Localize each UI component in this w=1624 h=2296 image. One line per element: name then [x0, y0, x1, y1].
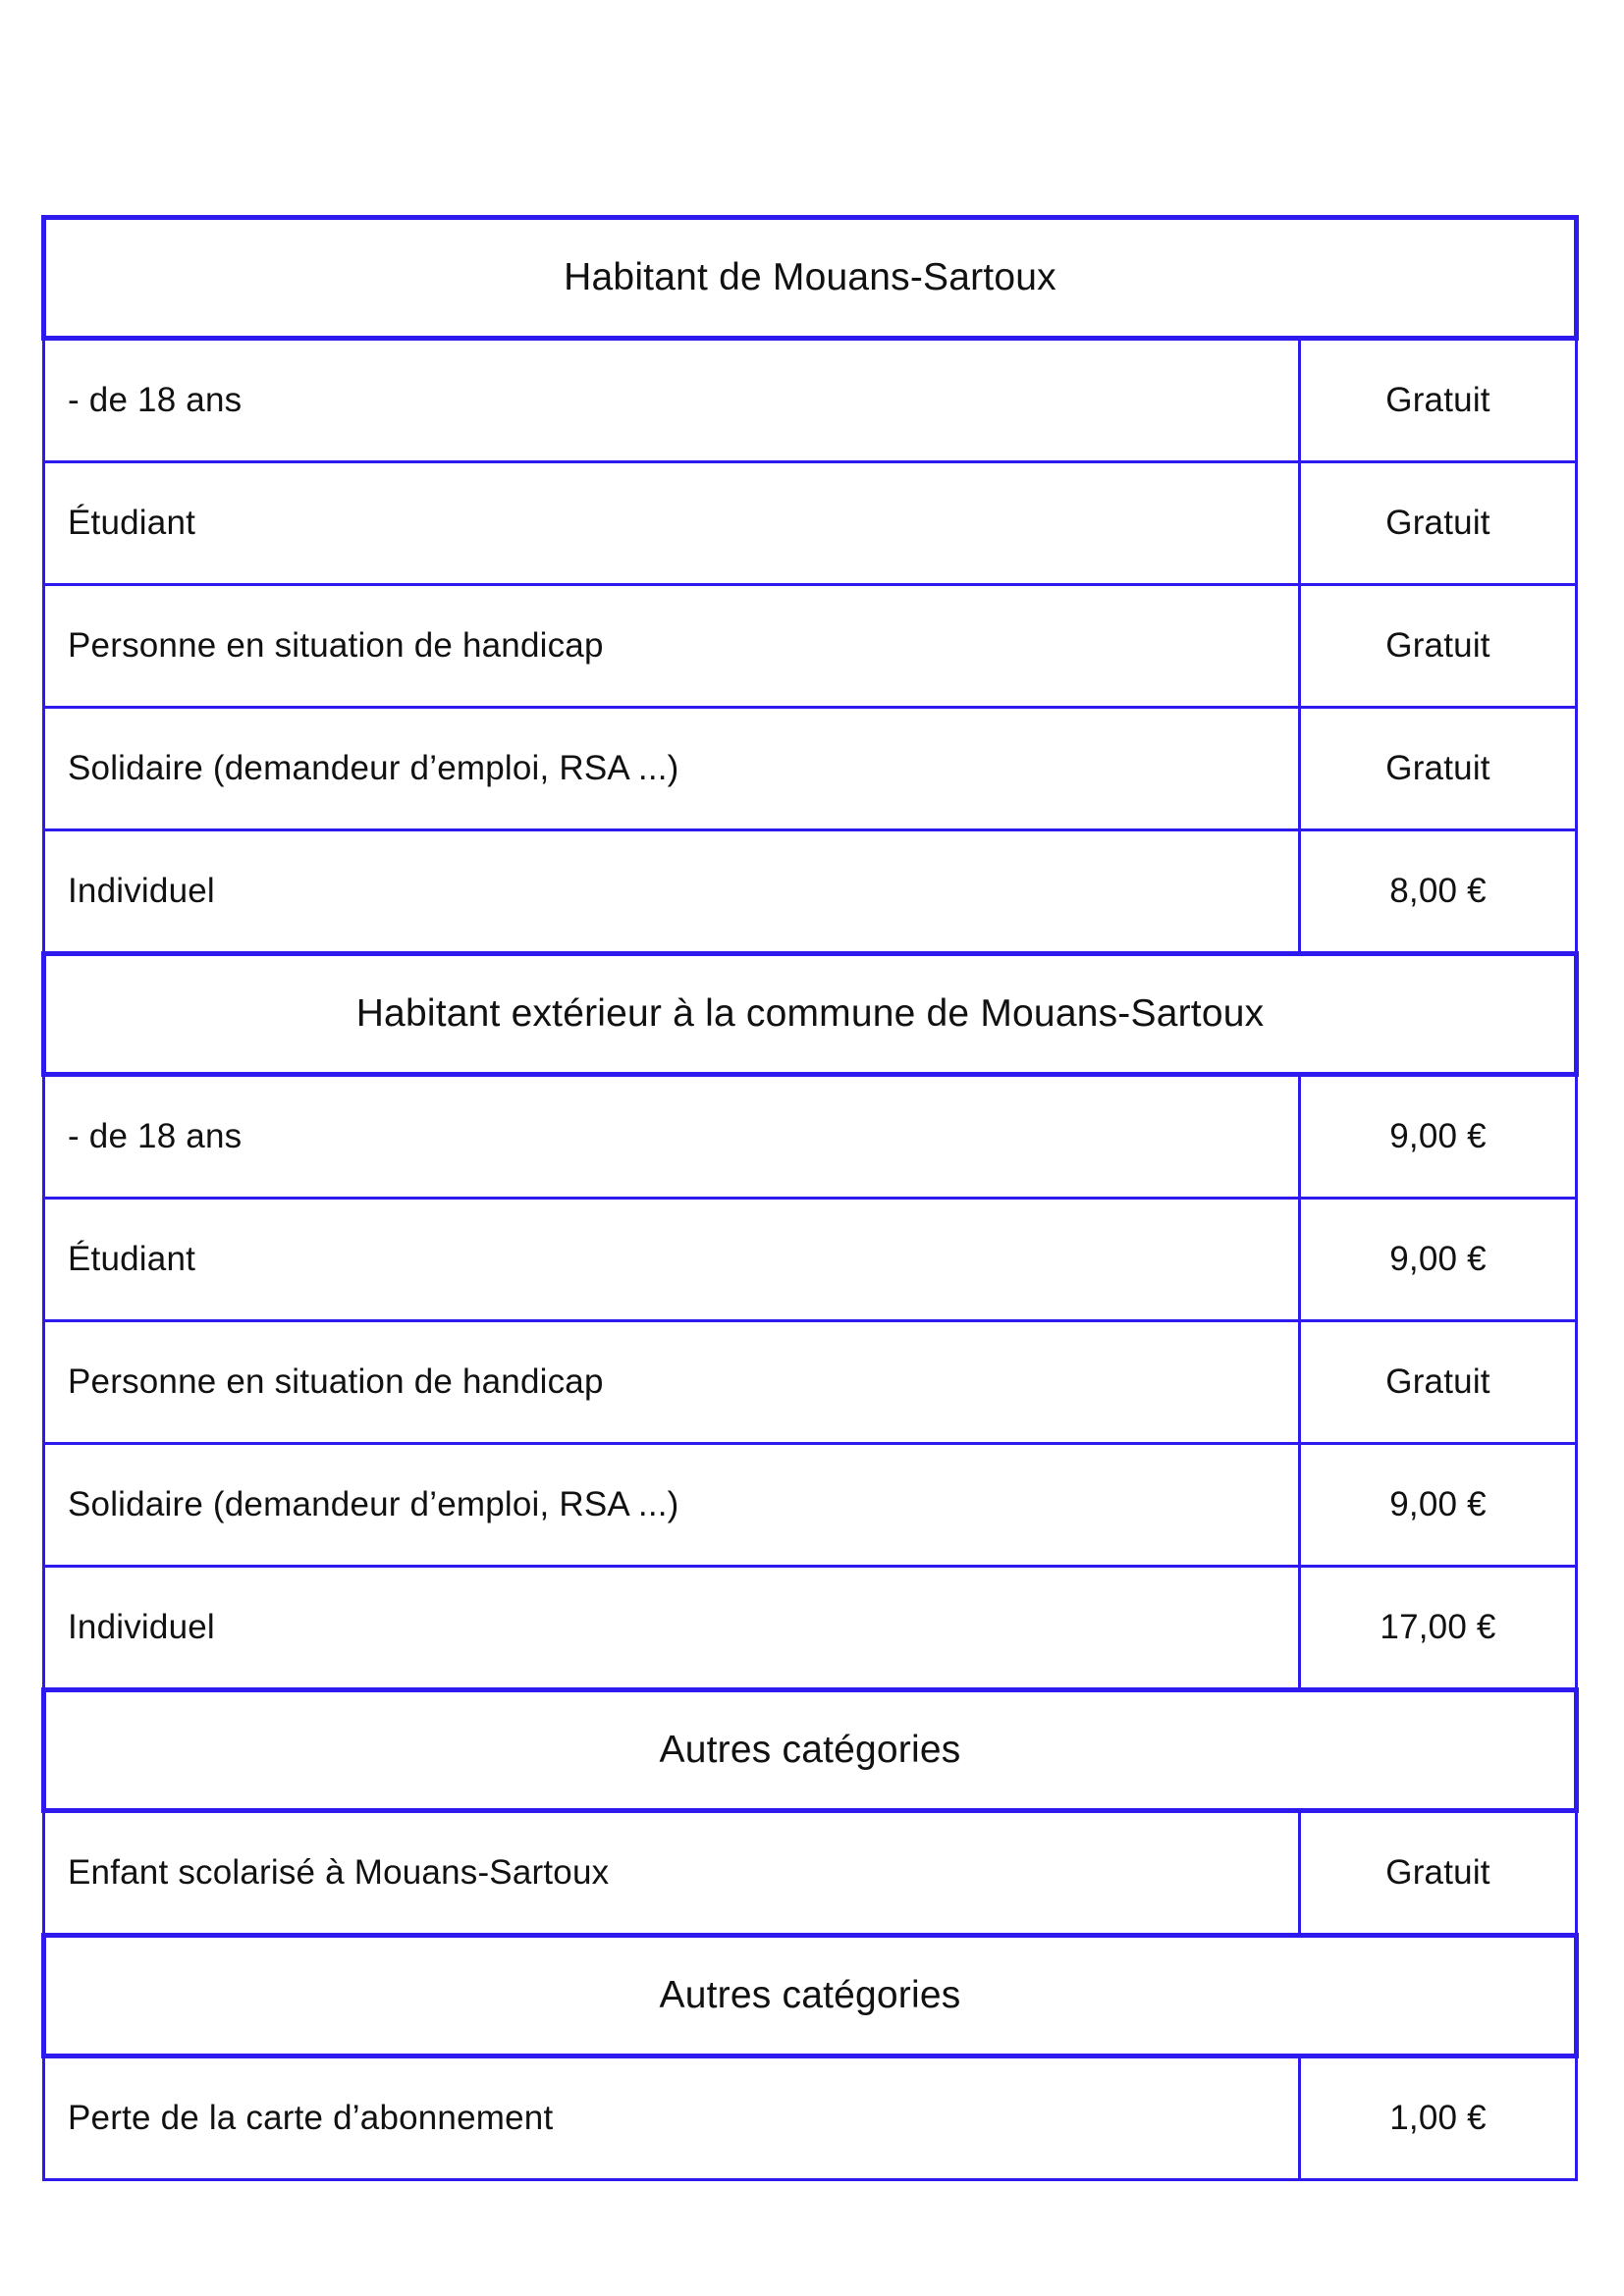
table-row	[44, 1811, 1577, 1936]
section-header-other-categories-2	[44, 1936, 1577, 2056]
table-row	[44, 462, 1577, 585]
row-label: Solidaire (demandeur d’emploi, RSA ...)	[44, 1444, 1300, 1567]
table-row	[44, 1075, 1577, 1199]
section-title: Autres catégories	[44, 1936, 1577, 2056]
row-label: Individuel	[44, 1567, 1300, 1690]
row-price: 1,00 €	[1300, 2056, 1577, 2180]
row-label: Perte de la carte d’abonnement	[44, 2056, 1300, 2180]
table-row	[44, 1321, 1577, 1444]
row-price: 17,00 €	[1300, 1567, 1577, 1690]
section-header-other-categories	[44, 1690, 1577, 1811]
row-price: Gratuit	[1300, 462, 1577, 585]
row-label: Personne en situation de handicap	[44, 1321, 1300, 1444]
section-title: Autres catégories	[44, 1690, 1577, 1811]
row-price: Gratuit	[1300, 585, 1577, 708]
row-price: 8,00 €	[1300, 830, 1577, 954]
section-header-non-residents	[44, 954, 1577, 1075]
row-price: 9,00 €	[1300, 1199, 1577, 1321]
row-label: Étudiant	[44, 462, 1300, 585]
row-label: Étudiant	[44, 1199, 1300, 1321]
table-row	[44, 1567, 1577, 1690]
row-label: Personne en situation de handicap	[44, 585, 1300, 708]
row-price: Gratuit	[1300, 708, 1577, 830]
table-row	[44, 2056, 1577, 2180]
row-price: Gratuit	[1300, 1321, 1577, 1444]
row-label: Individuel	[44, 830, 1300, 954]
row-label: Solidaire (demandeur d’emploi, RSA ...)	[44, 708, 1300, 830]
section-title: Habitant extérieur à la commune de Mouans-Sartoux	[44, 954, 1577, 1075]
table-row	[44, 708, 1577, 830]
pricing-table	[41, 215, 1579, 2181]
row-price: 9,00 €	[1300, 1075, 1577, 1199]
row-label: - de 18 ans	[44, 339, 1300, 462]
table-row	[44, 1199, 1577, 1321]
row-price: 9,00 €	[1300, 1444, 1577, 1567]
table-row	[44, 585, 1577, 708]
row-price: Gratuit	[1300, 339, 1577, 462]
table-row	[44, 830, 1577, 954]
row-label: - de 18 ans	[44, 1075, 1300, 1199]
section-header-residents	[44, 218, 1577, 339]
row-label: Enfant scolarisé à Mouans-Sartoux	[44, 1811, 1300, 1936]
section-title: Habitant de Mouans-Sartoux	[44, 218, 1577, 339]
table-row	[44, 1444, 1577, 1567]
row-price: Gratuit	[1300, 1811, 1577, 1936]
table-row	[44, 339, 1577, 462]
